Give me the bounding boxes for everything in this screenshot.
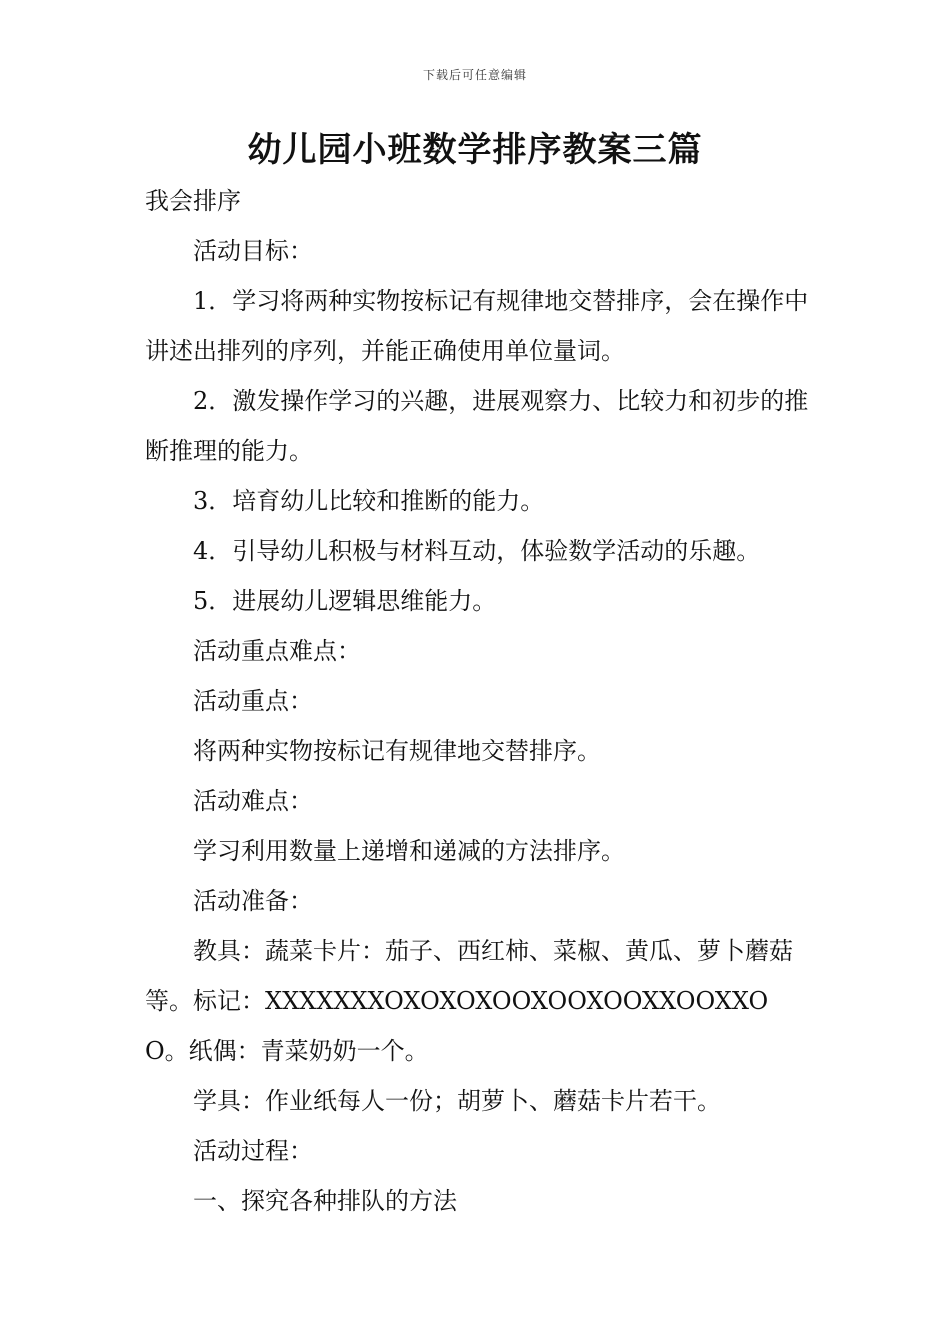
paragraph: 学具：作业纸每人一份；胡萝卜、蘑菇卡片若干。 <box>193 1087 721 1115</box>
paragraph: 一、探究各种排队的方法 <box>193 1187 457 1215</box>
paragraph: 1．学习将两种实物按标记有规律地交替排序，会在操作中讲述出排列的序列，并能正确使用单位量词。 <box>145 287 809 365</box>
paragraph: 5．进展幼儿逻辑思维能力。 <box>193 587 497 615</box>
paragraph: 4．引导幼儿积极与材料互动，体验数学活动的乐趣。 <box>193 537 761 565</box>
paragraph: 活动过程： <box>193 1137 313 1165</box>
paragraph: 学习利用数量上递增和递减的方法排序。 <box>193 837 625 865</box>
section-heading: 我会排序 <box>145 187 241 215</box>
document-title: 幼儿园小班数学排序教案三篇 <box>247 130 703 170</box>
paragraph: 3．培育幼儿比较和推断的能力。 <box>193 487 545 515</box>
paragraph: 2．激发操作学习的兴趣，进展观察力、比较力和初步的推断推理的能力。 <box>145 387 809 465</box>
document-body <box>145 176 810 1226</box>
paragraph: 将两种实物按标记有规律地交替排序。 <box>193 737 601 765</box>
paragraph: 活动重点： <box>193 687 313 715</box>
paragraph: 活动准备： <box>193 887 313 915</box>
paragraph: 活动目标： <box>193 237 313 265</box>
header-note: 下载后可任意编辑 <box>422 68 527 82</box>
paragraph: 活动重点难点： <box>193 637 361 665</box>
paragraph: 活动难点： <box>193 787 313 815</box>
paragraph: 教具：蔬菜卡片：茄子、西红柿、菜椒、黄瓜、萝卜蘑菇等。标记：XXXXXXXOXOXOXOOXOOXOOXXOOXXOO。纸偶：青菜奶奶一个。 <box>145 937 793 1065</box>
